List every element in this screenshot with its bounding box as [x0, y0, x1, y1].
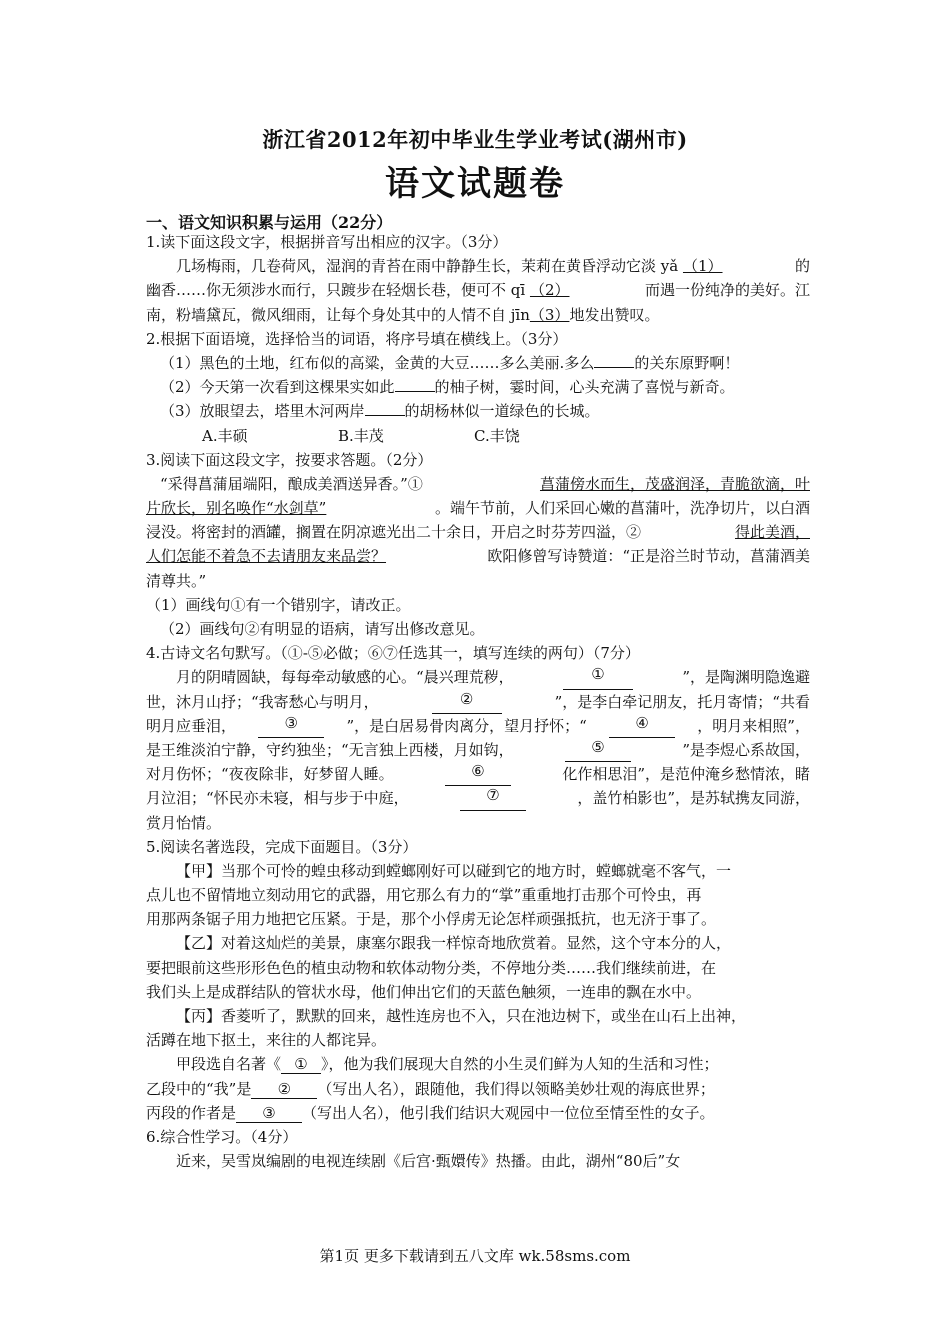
q3-sub-1: （1）画线句①有一个错别字，请改正。	[146, 595, 411, 614]
q1-blank-1: （1）	[682, 257, 723, 276]
q4-blank-1: ①	[563, 665, 633, 689]
q5-blank-2: ②	[251, 1080, 317, 1099]
section-heading: 一、语文知识积累与运用（22分）	[146, 213, 393, 232]
q4-blank-7: ⑦	[460, 786, 526, 810]
q5-passage-b-3: 我们头上是成群结队的管状水母，他们伸出它们的天蓝色触须，一连串的飘在水中。	[146, 982, 702, 1001]
q5-blank-1: ①	[281, 1055, 321, 1074]
q4-blank-4: ④	[609, 714, 675, 738]
q1-blank-2: （2）	[529, 281, 570, 300]
q5-blank-3: ③	[236, 1104, 302, 1123]
q4-blank-6: ⑥	[445, 762, 511, 786]
q2-option-b: B.丰茂	[338, 426, 384, 445]
q3-underlined-1: 菖蒲傍水而生，茂盛润泽，青脆欲滴，叶	[539, 474, 810, 493]
q4-line-6: 月泣泪；“怀民亦未寝，相与步于中庭， ⑦ ，盖竹柏影也”，是苏轼携友同游，	[146, 786, 810, 810]
q5-question-2: 乙段中的“我”是 ② （写出人名），跟随他，我们得以领略美妙壮观的海底世界；	[146, 1079, 715, 1098]
q5-passage-c-1: 【丙】香菱听了，默默的回来，越性连房也不入，只在池边树下，或坐在山石上出神，	[176, 1007, 747, 1025]
q5-passage-c-2: 活蹲在地下抠土，来往的人都诧异。	[146, 1031, 387, 1050]
q2-stem: 2.根据下面语境，选择恰当的词语，将序号填在横线上。（3分）	[146, 329, 568, 348]
q1-line-3: 南，粉墙黛瓦，微风细雨，让每个身处其中的人情不自 jīn（3）地发出赞叹。	[146, 305, 660, 324]
q5-passage-a-1: 【甲】当那个可怜的蝗虫移动到螳螂刚好可以碰到它的地方时，螳螂就毫不客气，一	[176, 861, 732, 880]
q1-line-2: 幽香……你无须涉水而行，只踱步在轻烟长巷，便可不 qī （2） 而遇一份纯净的美好。江	[146, 281, 810, 300]
q2-sentence-3: （3）放眼望去，塔里木河两岸 的胡杨林似一道绿色的长城。	[160, 402, 600, 421]
q5-question-3: 丙段的作者是 ③ （写出人名），他引我们结识大观园中一位位至情至性的女子。	[146, 1103, 715, 1122]
q3-stem: 3.阅读下面这段文字，按要求答题。（2分）	[146, 450, 433, 469]
q3-line-3: 浸没。将密封的酒罐，搁置在阴凉遮光出二十余日，开启之时芬芳四溢，② 得此美酒，	[146, 520, 810, 544]
q6-stem: 6.综合性学习。（4分）	[146, 1127, 298, 1146]
q1-blank-3: （3）	[529, 305, 570, 324]
q4-blank-2: ②	[432, 690, 502, 714]
q4-stem: 4.古诗文名句默写。（①-⑤必做；⑥⑦任选其一，填写连续的两句）（7分）	[146, 644, 640, 663]
q4-line-3: 明月应垂泪， ③ ”，是白居易骨肉离分，望月抒怀；“ ④ ，明月来相照”，	[146, 714, 810, 738]
q4-line-7: 赏月怡情。	[146, 813, 222, 832]
q3-line-2: 片欣长，别名唤作“水剑草” 。端午节前，人们采回心嫩的菖蒲叶，洗净切片，以白酒	[146, 499, 810, 518]
exam-body	[146, 230, 810, 1173]
q2-sentence-1: （1）黑色的土地，红布似的高粱，金黄的大豆……多么美丽.多么 的关东原野啊！	[160, 353, 740, 372]
q3-line-4: 人们怎能不着急不去请朋友来品尝？ 欧阳修曾写诗赞道：“正是浴兰时节动，菖蒲酒美	[146, 547, 810, 566]
q2-option-c: C.丰饶	[474, 426, 520, 445]
q2-option-a: A.丰硕	[202, 426, 248, 445]
q4-line-2: 世，沐月山抒；“我寄愁心与明月， ② ”，是李白牵记朋友，托月寄情；“共看	[146, 690, 810, 714]
q5-question-1: 甲段选自名著《 ① 》，他为我们展现大自然的小生灵们鲜为人知的生活和习性；	[176, 1055, 719, 1074]
q5-passage-b-1: 【乙】对着这灿烂的美景，康塞尔跟我一样惊奇地欣赏着。显然，这个守本分的人，	[176, 934, 732, 953]
q2-blank-2	[395, 391, 435, 392]
q5-passage-b-2: 要把眼前这些形形色色的植虫动物和软体动物分类，不停地分类……我们继续前进，在	[146, 958, 717, 977]
q4-line-1: 月的阴晴圆缺，每每牵动敏感的心。“晨兴理荒秽， ① ”，是陶渊明隐逸避	[146, 665, 810, 689]
q4-line-4: 是王维淡泊宁静，守约独坐；“无言独上西楼，月如钩， ⑤ ”是李煜心系故国，	[146, 738, 810, 762]
exam-subtitle: 语文试题卷	[385, 164, 565, 204]
q2-blank-1	[594, 367, 634, 368]
q3-line-5: 清尊共。”	[146, 571, 207, 590]
q1-stem: 1.读下面这段文字，根据拼音写出相应的汉字。（3分）	[146, 233, 508, 251]
q2-blank-3	[365, 415, 405, 416]
q2-sentence-2: （2）今天第一次看到这棵果实如此 的柚子树，霎时间，心头充满了喜悦与新奇。	[160, 378, 735, 397]
q5-passage-a-3: 用那两条锯子用力地把它压紧。于是，那个小俘虏无论怎样顽强抵抗，也无济于事了。	[146, 910, 717, 929]
q4-blank-3: ③	[258, 714, 324, 738]
exam-title: 浙江省2012年初中毕业生学业考试(湖州市)	[262, 127, 688, 152]
q4-blank-5: ⑤	[565, 738, 631, 762]
q3-line-1: “采得菖蒲届端阳，酿成美酒送异香。”① 菖蒲傍水而生，茂盛润泽，青脆欲滴，叶	[146, 472, 810, 496]
q4-line-5: 对月伤怀；“夜夜除非，好梦留人睡。 ⑥ 化作相思泪”，是范仲淹乡愁情浓，睹	[146, 762, 810, 786]
q3-sub-2: （2）画线句②有明显的语病，请写出修改意见。	[160, 620, 485, 638]
q3-underlined-2: 得此美酒，	[734, 523, 810, 542]
page-footer: 第1页 更多下载请到五八文库 wk.58sms.com	[319, 1247, 631, 1265]
q2-options	[146, 424, 810, 448]
q1-line-1: 几场梅雨，几卷荷风，湿润的青苔在雨中静静生长，茉莉在黄昏浮动它淡 yǎ （1） 的	[176, 257, 810, 276]
q5-passage-a-2: 点儿也不留情地立刻动用它的武器，用它那么有力的“掌”重重地打击那个可怜虫，再	[146, 886, 702, 905]
q6-line-1: 近来，吴雪岚编剧的电视连续剧《后宫·甄嬛传》热播。由此，湖州“80后”女	[176, 1152, 681, 1171]
q5-stem: 5.阅读名著选段，完成下面题目。（3分）	[146, 837, 418, 856]
